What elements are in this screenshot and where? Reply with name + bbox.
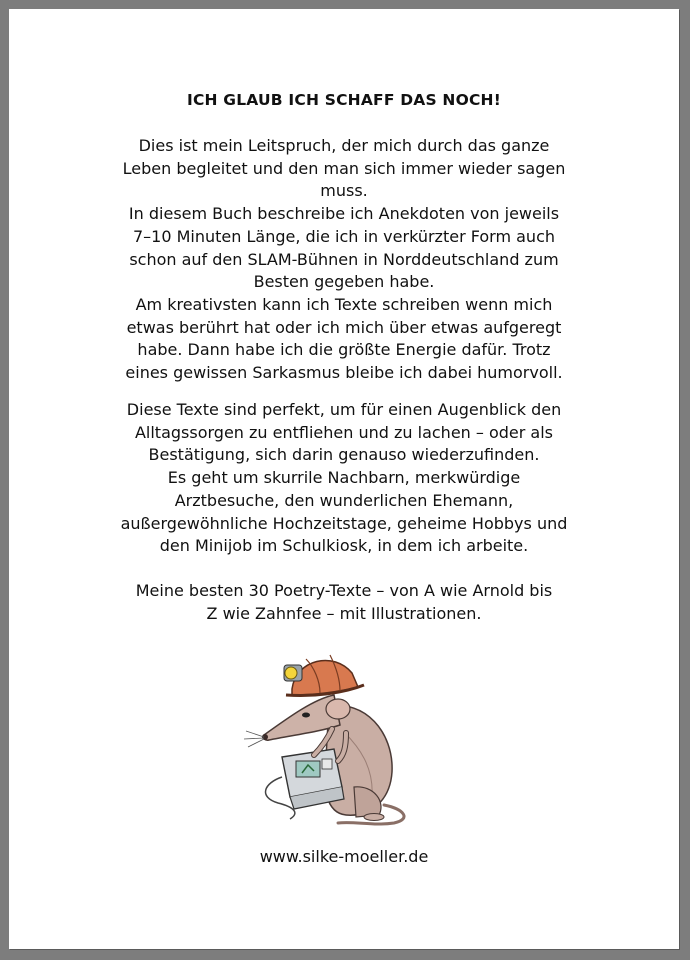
text-line: Z wie Zahnfee – mit Illustrationen.: [206, 603, 482, 623]
text-line: In diesem Buch beschreibe ich Anekdoten von jeweils: [128, 204, 560, 224]
text-line: außergewöhnliche Hochzeitstage, geheime Hobbys und: [120, 513, 568, 533]
text-line: Arztbesuche, den wunderlichen Ehemann,: [174, 490, 514, 510]
book-back-cover: [9, 9, 679, 949]
text-line: Meine besten 30 Poetry-Texte – von A wie Arnold bis: [135, 581, 553, 600]
text-line: Es geht um skurrile Nachbarn, merkwürdige: [167, 468, 521, 488]
summary-paragraph: [69, 580, 619, 625]
text-line: den Minijob im Schulkiosk, in dem ich arbeite.: [159, 536, 529, 556]
text-line: Leben begleitet und den man sich immer wieder sagen: [122, 158, 566, 178]
miner-rat-illustration: [234, 637, 424, 827]
book-title: ICH GLAUB ICH SCHAFF DAS NOCH!: [186, 91, 501, 109]
text-line: schon auf den SLAM-Bühnen in Norddeutschland zum: [129, 249, 559, 269]
description-paragraph: [69, 399, 619, 558]
text-line: etwas berührt hat oder ich mich über etwas aufgeregt: [126, 317, 562, 337]
text-line: 7–10 Minuten Länge, die ich in verkürzter Form auch: [132, 226, 556, 246]
text-line: Alltagssorgen zu entfliehen und zu lachen – oder als: [134, 422, 554, 442]
website-url: www.silke-moeller.de: [259, 847, 429, 866]
text-line: Besten gegeben habe.: [253, 272, 435, 292]
intro-paragraph: [69, 135, 619, 385]
text-line: Dies ist mein Leitspruch, der mich durch das ganze: [138, 136, 550, 155]
text-line: Am kreativsten kann ich Texte schreiben wenn mich: [135, 294, 553, 314]
text-line: eines gewissen Sarkasmus bleibe ich dabei humorvoll.: [125, 363, 563, 383]
text-line: Diese Texte sind perfekt, um für einen Augenblick den: [126, 400, 562, 419]
text-line: habe. Dann habe ich die größte Energie dafür. Trotz: [137, 340, 551, 360]
text-line: Bestätigung, sich darin genauso wiederzufinden.: [148, 445, 540, 465]
text-line: muss.: [320, 181, 368, 201]
